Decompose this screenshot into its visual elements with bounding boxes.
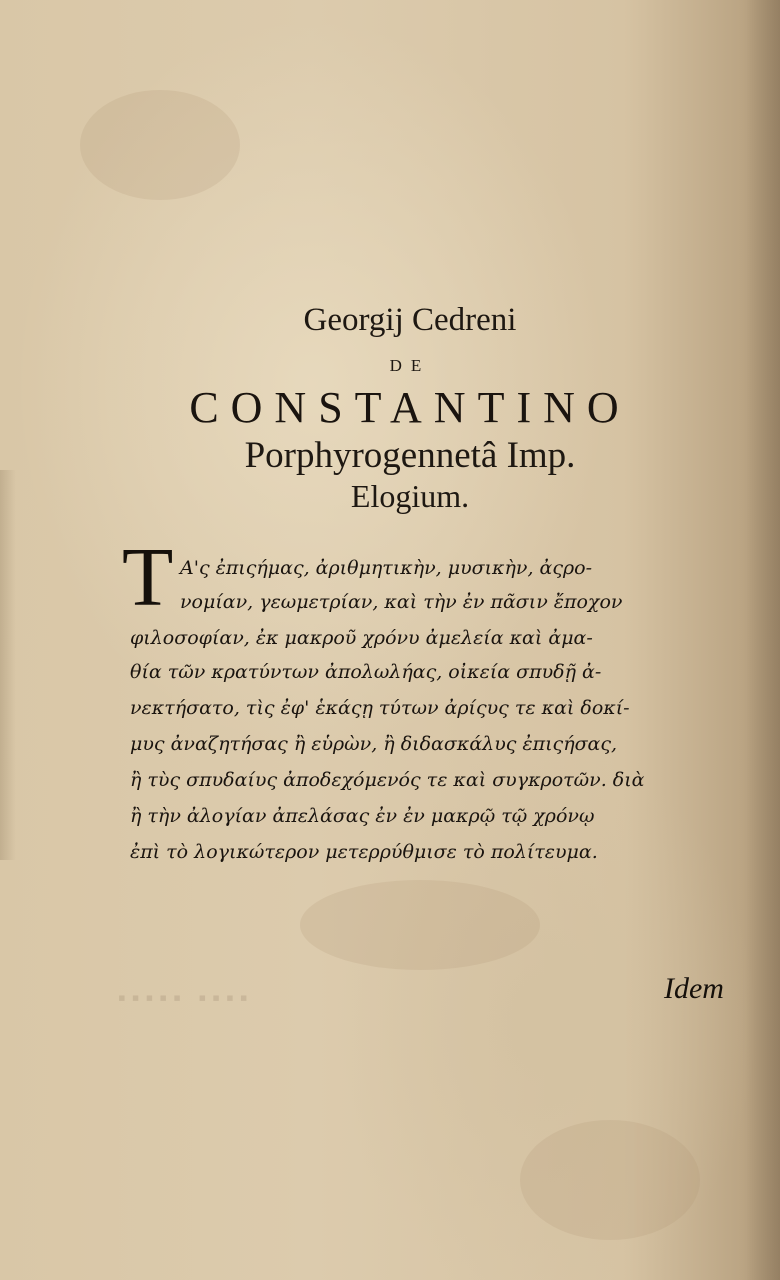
paper-stain <box>80 90 240 200</box>
title-genre: Elogium. <box>350 478 470 514</box>
text-line: Α'ς ἐπιςήμας, ἀριθμητικὴν, μυσικὴν, ἀςρο- <box>180 557 593 579</box>
text-line: ἢ τὴν ἀλογίαν ἀπελάσας ἐν ἐν μακρῷ τῷ χρόνῳ <box>130 805 595 827</box>
title-epithet: Porphyrogennetâ Imp. <box>244 435 576 476</box>
page-edge-shadow-right <box>746 0 780 1280</box>
title-author: Georgij Cedreni <box>303 302 517 338</box>
text-line: θία τῶν κρατύντων ἀπολωλήας, οἰκεία σπυδῇ ἀ- <box>130 661 602 683</box>
paper-stain <box>300 880 540 970</box>
text-line: νεκτήσατο, τὶς ἐφ' ἑκάςῃ τύτων ἀρίςυς τε καὶ δοκί- <box>130 697 630 719</box>
page-edge-shadow-left <box>0 470 16 860</box>
show-through-text: ▪▪▪▪▪ ▪▪▪▪ <box>118 985 254 1010</box>
text-line: ἢ τὺς σπυδαίυς ἀποδεχόμενός τε καὶ συγκροτῶν. διὰ <box>130 769 645 791</box>
paper-stain <box>520 1120 700 1240</box>
text-line: φιλοσοφίαν, ἐκ μακροῦ χρόνυ ἀμελεία καὶ ἀμα- <box>130 627 593 649</box>
text-line: μυς ἀναζητήσας ἢ εὑρὼν, ἢ διδασκάλυς ἐπιςήσας, <box>130 733 618 755</box>
catchword: Idem <box>664 972 724 1005</box>
title-preposition: DE <box>389 356 431 375</box>
title-subject: CONSTANTINO <box>189 383 631 432</box>
text-line: ἐπὶ τὸ λογικώτερον μετερρύθμισε τὸ πολίτευμα. <box>130 841 598 863</box>
text-line: νομίαν, γεωμετρίαν, καὶ τὴν ἐν πᾶσιν ἔποχον <box>180 591 623 613</box>
drop-cap-initial: T <box>122 531 174 624</box>
